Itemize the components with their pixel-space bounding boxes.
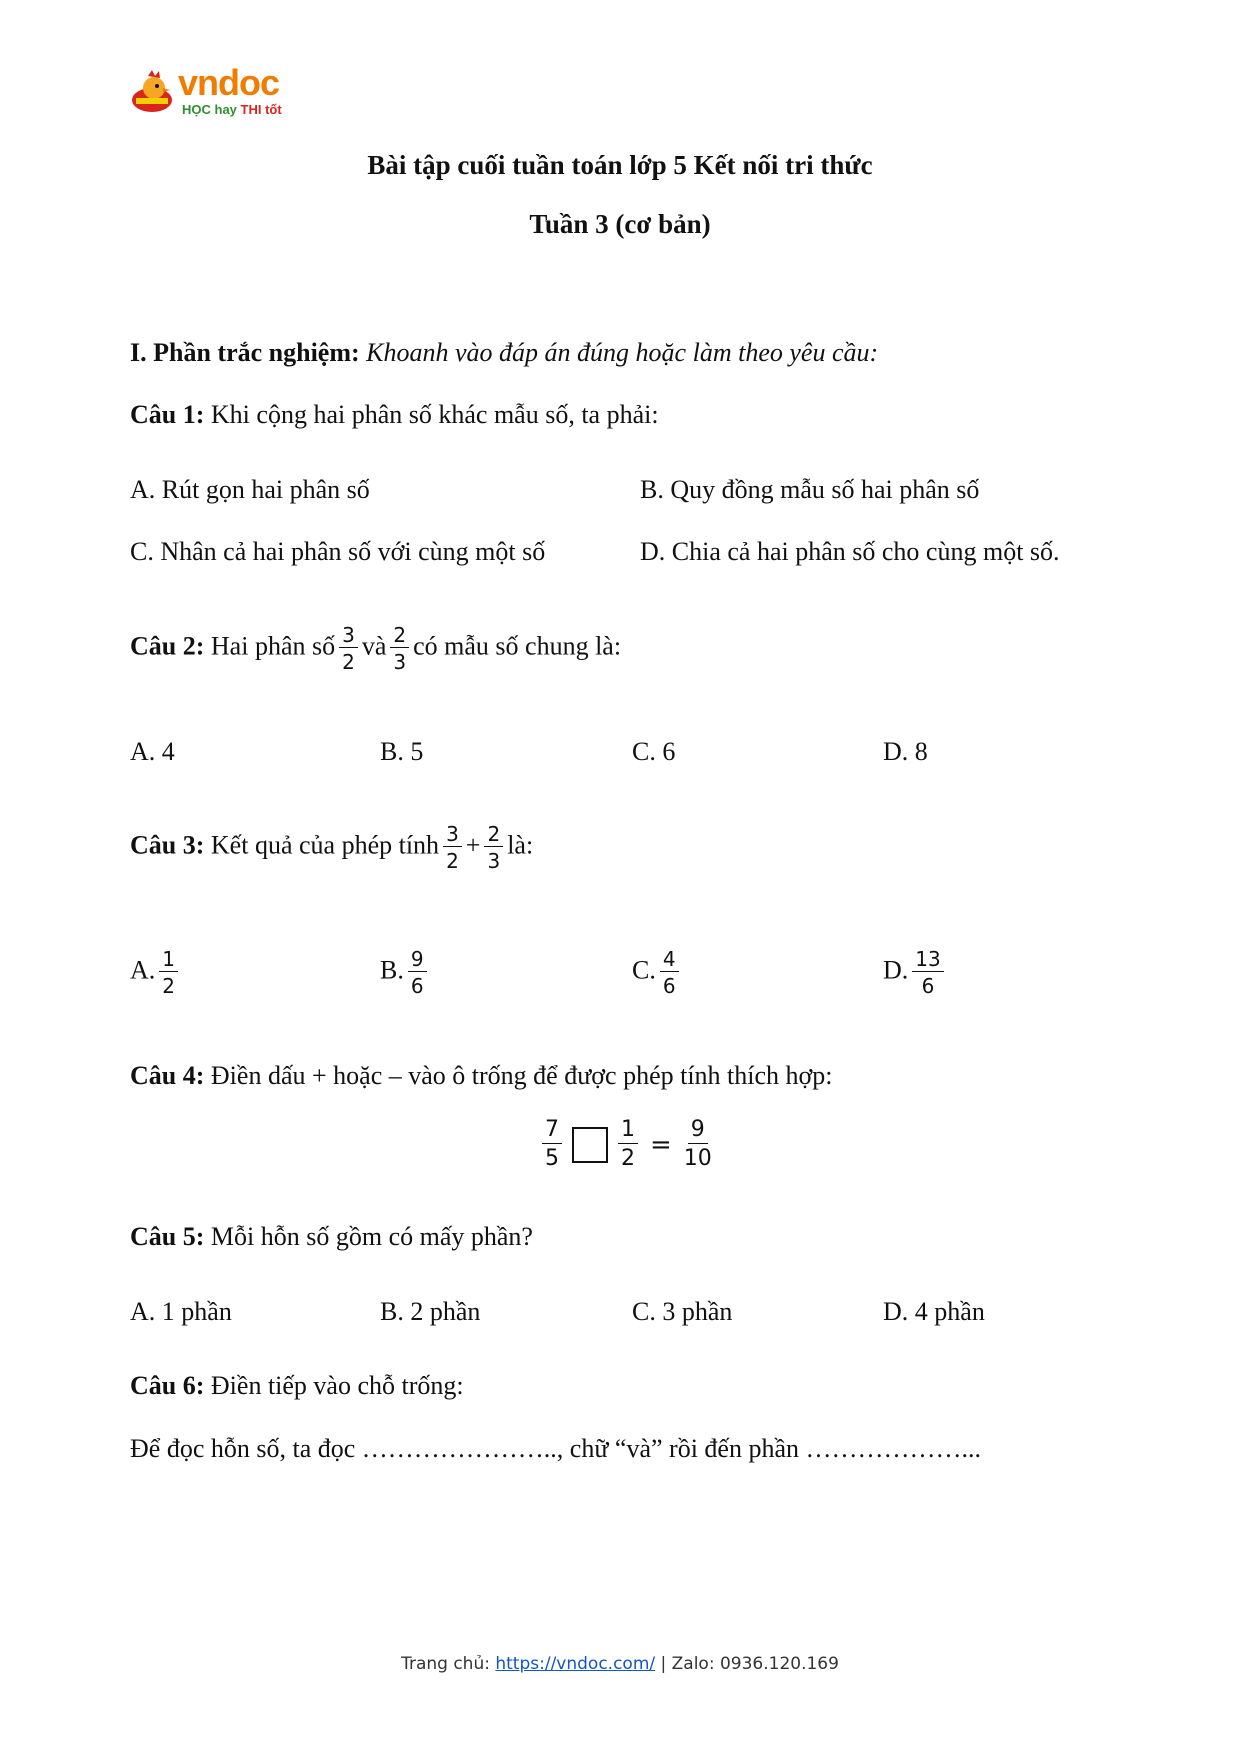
- q4-answer-box[interactable]: [572, 1127, 608, 1163]
- page-footer: Trang chủ: https://vndoc.com/ | Zalo: 0936.120.169: [401, 1654, 839, 1674]
- q2-option-a[interactable]: A. 4: [130, 737, 175, 766]
- logo-brand-text: vndoc: [178, 62, 280, 103]
- q3-option-a[interactable]: A. $\frac{1}{2}$: [130, 948, 182, 997]
- q3-option-d[interactable]: D. $\frac{13}{6}$: [883, 948, 948, 997]
- question-6-label: Câu 6:: [130, 1371, 205, 1400]
- question-5: [130, 1222, 533, 1252]
- q1-option-c[interactable]: C. Nhân cả hai phân số với cùng một số: [130, 537, 546, 566]
- q2-option-d[interactable]: D. 8: [883, 737, 928, 766]
- question-6-text: Điền tiếp vào chỗ trống:: [210, 1371, 464, 1400]
- question-4: [130, 1061, 833, 1091]
- document-subtitle: Tuần 3 (cơ bản): [529, 209, 711, 239]
- q2-fraction-1: $\frac{3}{2}$: [339, 624, 358, 673]
- logo-tagline: HỌC hay THI tốt: [182, 102, 282, 117]
- question-3-label: Câu 3:: [130, 830, 205, 860]
- question-4-text: Điền dấu + hoặc – vào ô trống để được phép tính thích hợp:: [210, 1061, 833, 1090]
- question-5-label: Câu 5:: [130, 1222, 205, 1251]
- q3-option-b[interactable]: B. $\frac{9}{6}$: [380, 948, 431, 997]
- q3-fraction-2: $\frac{2}{3}$: [484, 823, 503, 872]
- question-5-text: Mỗi hỗn số gồm có mấy phần?: [210, 1222, 533, 1251]
- q3-option-c[interactable]: C. $\frac{4}{6}$: [632, 948, 683, 997]
- question-6: [130, 1371, 464, 1401]
- q1-option-d[interactable]: D. Chia cả hai phân số cho cùng một số.: [640, 537, 1060, 566]
- question-1-text: Khi cộng hai phân số khác mẫu số, ta phải:: [210, 400, 659, 429]
- q4-equation: $\frac{7}{5}$ $\frac{1}{2}$ = $\frac{9}{10}$: [538, 1118, 716, 1171]
- question-2: Câu 2: Hai phân số $\frac{3}{2}$ và $\frac{2}{3}$ có mẫu số chung là:: [130, 623, 622, 674]
- q1-option-b[interactable]: B. Quy đồng mẫu số hai phân số: [640, 475, 980, 504]
- homepage-link[interactable]: https://vndoc.com/: [495, 1654, 656, 1674]
- q2-fraction-2: $\frac{2}{3}$: [390, 624, 409, 673]
- question-4-label: Câu 4:: [130, 1061, 205, 1090]
- question-1-label: Câu 1:: [130, 400, 205, 429]
- q5-option-a[interactable]: A. 1 phần: [130, 1297, 232, 1326]
- q5-option-b[interactable]: B. 2 phần: [380, 1297, 481, 1326]
- q2-option-b[interactable]: B. 5: [380, 737, 424, 766]
- q1-option-a[interactable]: A. Rút gọn hai phân số: [130, 475, 370, 504]
- q3-fraction-1: $\frac{3}{2}$: [443, 823, 462, 872]
- question-2-label: Câu 2:: [130, 631, 205, 661]
- vndoc-logo[interactable]: [130, 62, 290, 120]
- q5-option-d[interactable]: D. 4 phần: [883, 1297, 985, 1326]
- q5-option-c[interactable]: C. 3 phần: [632, 1297, 733, 1326]
- question-3: Câu 3: Kết quả của phép tính $\frac{3}{2}$ + $\frac{2}{3}$ là:: [130, 822, 534, 873]
- question-6-fill-line[interactable]: Để đọc hỗn số, ta đọc ………………….., chữ “và” rồi đến phần ………………...: [130, 1434, 981, 1463]
- q2-option-c[interactable]: C. 6: [632, 737, 676, 766]
- question-1: [130, 400, 659, 430]
- document-title: Bài tập cuối tuần toán lớp 5 Kết nối tri thức: [367, 150, 873, 180]
- section-heading: I. Phần trắc nghiệm: Khoanh vào đáp án đúng hoặc làm theo yêu cầu:: [130, 338, 879, 367]
- rooster-mascot-icon: [130, 70, 176, 116]
